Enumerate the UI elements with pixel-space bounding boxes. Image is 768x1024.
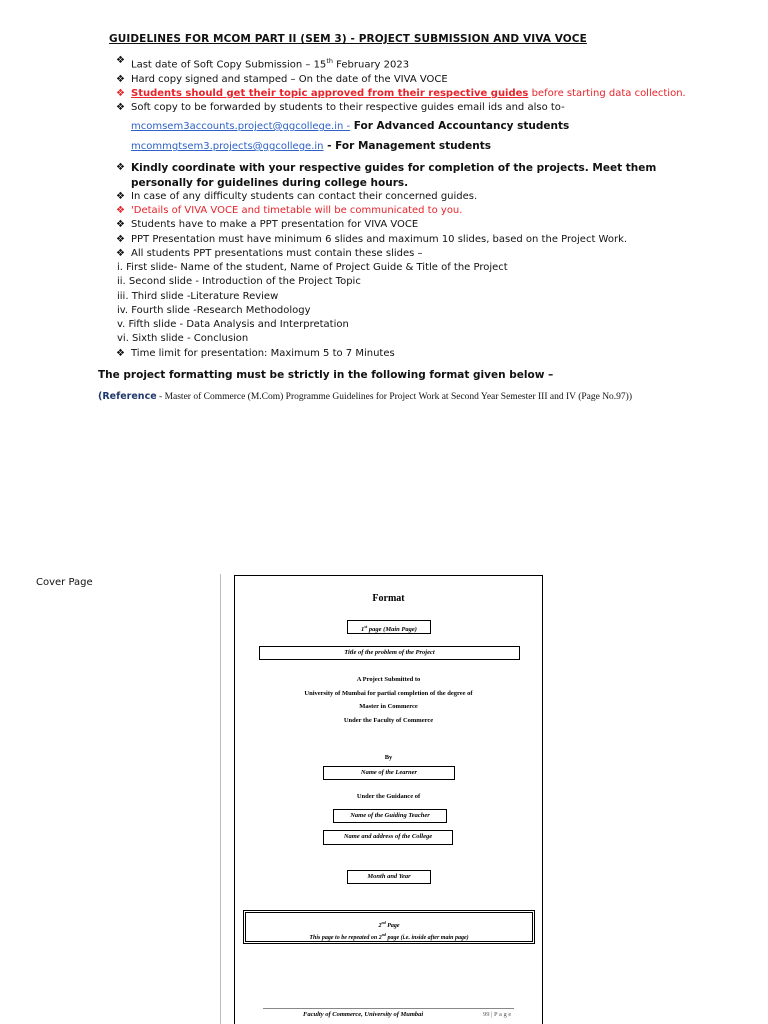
footer-faculty: Faculty of Commerce, University of Mumbai [303, 1011, 424, 1018]
list-item: ❖ All students PPT presentations must contain these slides – [116, 247, 736, 261]
cover-page-label: Cover Page [36, 577, 93, 588]
slides-list [117, 261, 508, 347]
format-title: Format [372, 593, 405, 604]
month-year-box: Month and Year [347, 870, 431, 884]
guiding-teacher-box: Name of the Guiding Teacher [333, 809, 447, 823]
title-of-problem-box: Title of the problem of the Project [259, 646, 520, 660]
diamond-bullet-icon: ❖ [116, 348, 125, 359]
diamond-bullet-icon: ❖ [116, 219, 125, 231]
diamond-bullet-icon: ❖ [116, 55, 125, 66]
diamond-bullet-icon: ❖ [116, 101, 125, 113]
divider [220, 574, 221, 1024]
second-page-box: 2nd Page This page to be repeated on 2nd page (i.e. inside after main page) [243, 910, 535, 944]
email-link-management[interactable]: mcommgtsem3.projects@ggcollege.in [131, 141, 324, 152]
email-management-row: mcommgtsem3.projects@ggcollege.in - For Management students [131, 140, 492, 152]
list-item: ❖ In case of any difficulty students can contact their concerned guides. [116, 190, 736, 204]
slide-item: i. First slide- Name of the student, Name of Project Guide & Title of the Project [117, 262, 508, 273]
college-box: Name and address of the College [323, 830, 453, 845]
reference-note: (Reference - Master of Commerce (M.Com) Programme Guidelines for Project Work at Second Year Semester III and IV (Page No.97)) [98, 391, 633, 402]
list-item: ❖ Kindly coordinate with your respective guides for completion of the projects. Meet them personally for guidelines during college hours. [116, 162, 657, 189]
guidance-label: Under the Guidance of [356, 793, 421, 800]
diamond-bullet-icon: ❖ [116, 205, 125, 217]
diamond-bullet-icon: ❖ [116, 247, 125, 259]
slide-item: v. Fifth slide - Data Analysis and Interpretation [117, 319, 349, 331]
slide-item: ii. Second slide - Introduction of the Project Topic [117, 276, 361, 288]
guidelines-list-mid [116, 190, 736, 261]
slide-item: vi. Sixth slide - Conclusion [117, 333, 249, 345]
list-item: ❖ Students have to make a PPT presentation for VIVA VOCE [116, 218, 736, 232]
email-link-accounts[interactable]: mcomsem3accounts.project@ggcollege.in - [131, 121, 351, 132]
diamond-bullet-icon: ❖ [116, 191, 125, 202]
list-item: ❖ Students should get their topic approved from their respective guides before starting data collection. [116, 87, 716, 101]
email-accounts-row: mcomsem3accounts.project@ggcollege.in - For Advanced Accountancy students [131, 120, 570, 132]
list-item: ❖ PPT Presentation must have minimum 6 slides and maximum 10 slides, based on the Project Work. [116, 233, 736, 247]
submitted-block: A Project Submitted to University of Mumbai for partial completion of the degree of Master in Commerce Under the Faculty of Commerce [304, 676, 473, 724]
page-title: GUIDELINES FOR MCOM PART II (SEM 3) - PROJECT SUBMISSION AND VIVA VOCE [109, 33, 587, 45]
format-instruction: The project formatting must be strictly in the following format given below – [98, 369, 554, 381]
guidelines-list-top [116, 54, 716, 115]
time-limit-item: ❖ Time limit for presentation: Maximum 5 to 7 Minutes [116, 347, 395, 361]
learner-name-box: Name of the Learner [323, 766, 455, 780]
list-item: ❖ Hard copy signed and stamped – On the date of the VIVA VOCE [116, 73, 716, 87]
diamond-bullet-icon: ❖ [116, 87, 125, 99]
list-item: ❖ Soft copy to be forwarded by students to their respective guides email ids and also to- [116, 101, 716, 115]
first-page-box: 1st page (Main Page) [347, 620, 431, 634]
footer-divider [263, 1008, 514, 1009]
slide-item: iv. Fourth slide -Research Methodology [117, 304, 311, 316]
list-item: ❖ 'Details of VIVA VOCE and timetable will be communicated to you. [116, 204, 736, 218]
list-item: ❖ Last date of Soft Copy Submission – 15th February 2023 [116, 55, 410, 71]
diamond-bullet-icon: ❖ [116, 73, 125, 85]
format-image [234, 575, 543, 1024]
diamond-bullet-icon: ❖ [116, 162, 125, 173]
by-label: By [384, 754, 393, 761]
footer-page-number: 99 | P a g e [483, 1011, 512, 1018]
diamond-bullet-icon: ❖ [116, 233, 125, 245]
slide-item: iii. Third slide -Literature Review [117, 290, 279, 302]
coordinate-note [116, 161, 706, 190]
